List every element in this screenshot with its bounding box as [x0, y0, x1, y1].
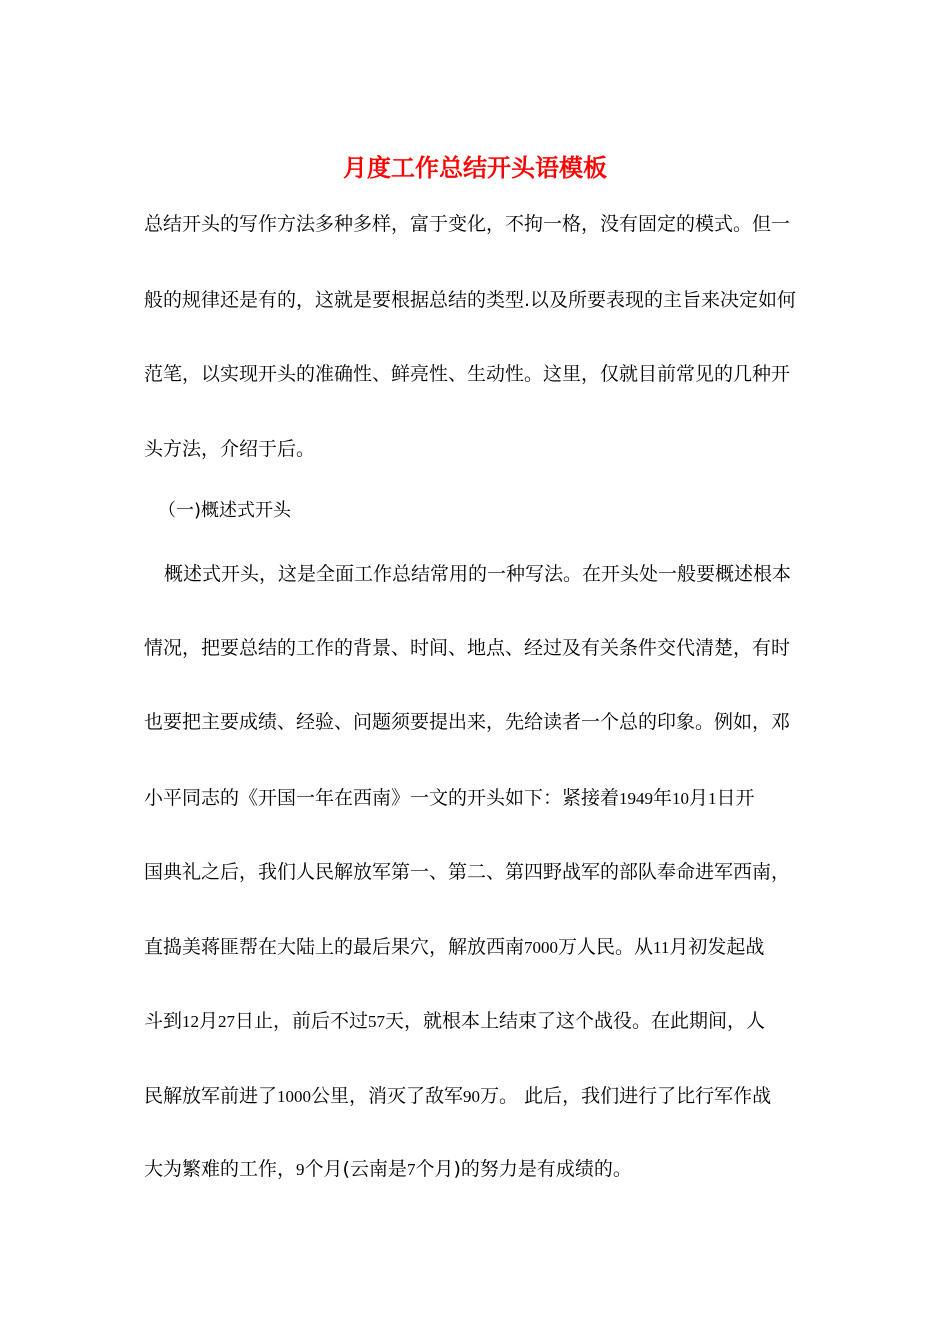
paragraph-line: 国典礼之后，我们人民解放军第一、第二、第四野战军的部队奉命进军西南， [144, 861, 791, 883]
paragraph-line: 总结开头的写作方法多种多样，富于变化，不拘一格，没有固定的模式。但一 [144, 213, 791, 235]
paragraph-line: 斗到12月27日止，前后不过57天，就根本上结束了这个战役。在此期间，人 [144, 1010, 766, 1032]
paragraph-line: 般的规律还是有的，这就是要根据总结的类型.以及所要表现的主旨来决定如何 [144, 289, 797, 311]
paragraph-line: 大为繁难的工作，9个月(云南是7个月)的努力是有成绩的。 [144, 1158, 632, 1180]
section-heading: （一)概述式开头 [158, 500, 292, 521]
paragraph-line: 也要把主要成绩、经验、问题须要提出来，先给读者一个总的印象。例如，邓 [144, 711, 791, 733]
paragraph-line: 情况，把要总结的工作的背景、时间、地点、经过及有关条件交代清楚，有时 [144, 637, 791, 659]
paragraph-line: 小平同志的《开国一年在西南》一文的开头如下：紧接着1949年10月1日开 [144, 787, 755, 809]
paragraph-line: 直捣美蒋匪帮在大陆上的最后果穴，解放西南7000万人民。从11月初发起战 [144, 936, 765, 958]
paragraph-line: 范笔，以实现开头的准确性、鲜亮性、生动性。这里，仅就目前常见的几种开 [144, 363, 791, 385]
paragraph-line: 民解放军前进了1000公里，消灭了敌军90万。 此后，我们进行了比行军作战 [144, 1085, 772, 1107]
paragraph-line: 概述式开头，这是全面工作总结常用的一种写法。在开头处一般要概述根本 [164, 563, 792, 585]
paragraph-line: 头方法，介绍于后。 [144, 438, 316, 460]
document-title: 月度工作总结开头语模板 [343, 153, 607, 182]
